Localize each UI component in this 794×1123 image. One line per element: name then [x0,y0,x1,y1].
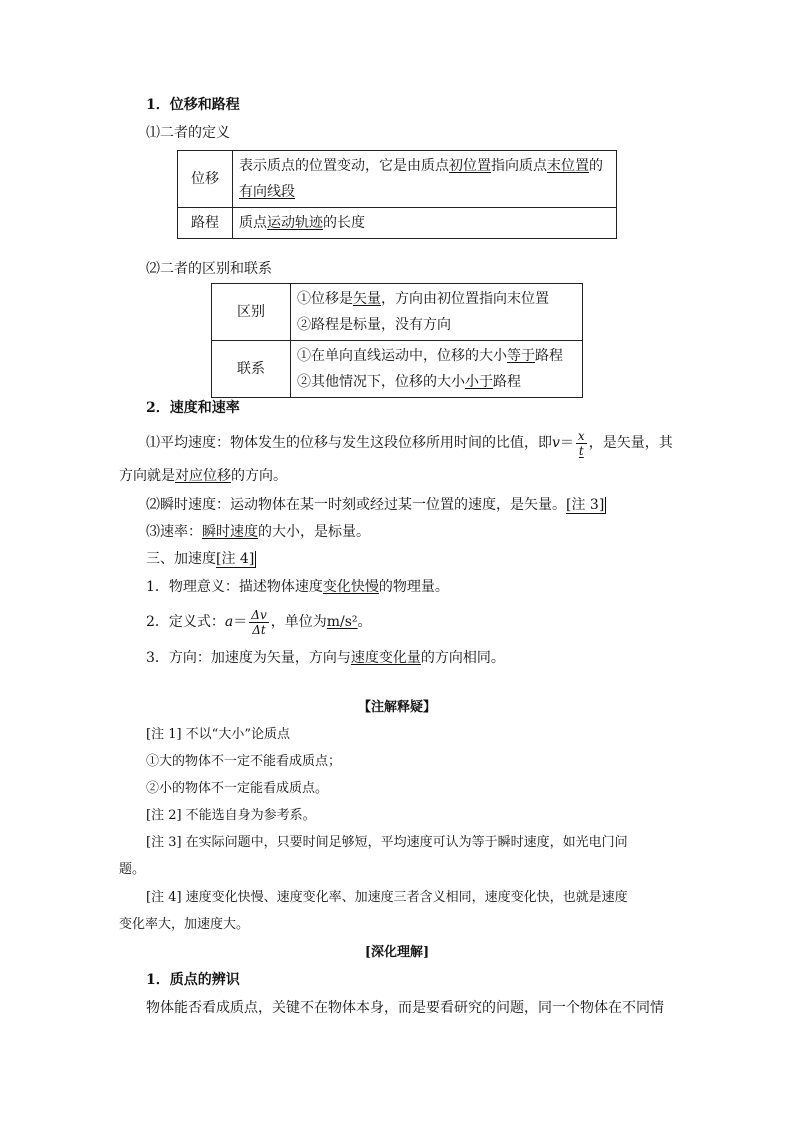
underlined-term: 运动轨迹 [267,215,323,231]
displacement-definition [233,151,617,208]
text-segment: ②路程是 [297,317,353,333]
underlined-term: 变化快慢 [322,579,379,595]
text-segment: 路程 [535,348,563,364]
table-row [212,341,583,398]
section-title-velocity: 2．速度和速率 [146,400,240,416]
underlined-term: 瞬时速度 [202,524,258,540]
fraction-numerator: x [577,428,585,443]
underlined-term: 小于 [465,374,493,390]
text-segment: 路程 [493,374,521,390]
text-segment: 3．方向：加速度为矢量，方向与 [146,650,351,666]
text-segment: ①位移是 [297,291,353,307]
acceleration-meaning [146,577,449,597]
fraction-numerator: Δv [251,607,267,622]
deep-understanding-heading: [深化理解] [364,945,430,960]
note-2: [注 2] 不能选自身为参考系。 [146,808,316,823]
text-segment: 三、加速度 [146,551,216,567]
subheading-difference: ⑵二者的区别和联系 [146,261,272,277]
note-4: [注 4] 速度变化快慢、速度变化率、加速度三者含义相同，速度变化快，也就是速度 [146,890,628,905]
relation-content [291,341,583,398]
text-segment: ⑴平均速度：物体发生的位移与发生这段位移所用时间的比值，即 [146,435,552,451]
row-label-displacement: 位移 [178,151,233,208]
fraction-dv-over-dt [249,608,268,637]
text-segment: ⑵瞬时速度：运动物体在某一时刻或经过某一位置的速度，是矢量。 [146,497,566,513]
average-velocity-paragraph-cont [119,466,287,486]
note-3: [注 3] 在实际问题中，只要时间足够短，平均速度可认为等于瞬时速度，如光电门问 [146,835,628,850]
acceleration-direction [146,648,505,668]
text-segment: 。 [357,614,372,630]
comparison-table [211,283,583,398]
note-3-cont: 题。 [119,862,146,877]
text-segment: 的物理量。 [378,579,449,595]
underlined-term: 初位置 [449,158,491,174]
acceleration-formula [146,606,372,638]
note-1: [注 1] 不以“大小”论质点 [146,727,290,742]
text-segment: ，方向由初位置指向末位置 [381,291,549,307]
note-1a: ①大的物体不一定不能看成质点； [146,754,342,769]
text-segment: 的方向。 [231,468,287,484]
equals-sign: ＝ [233,614,248,630]
underlined-term: 等于 [507,348,535,364]
text-segment: 的大小，是标量。 [258,524,370,540]
table-row [178,151,617,208]
text-segment: 的长度 [323,215,365,231]
average-velocity-paragraph [146,427,673,459]
text-segment: ，单位为 [270,614,327,630]
text-segment: ，没有方向 [381,317,451,333]
text-segment: 的方向相同。 [420,650,505,666]
text-segment: 表示质点的位置变动，它是由质点 [239,158,449,174]
instant-velocity-paragraph [146,495,606,515]
text-segment: ⑶速率： [146,524,202,540]
notes-heading: 【注解释疑】 [357,700,436,715]
subheading-definitions: ⑴二者的定义 [146,125,230,141]
definition-table [177,150,617,239]
point-identification-title: 1．质点的辨识 [146,972,240,988]
row-label-difference: 区别 [212,284,291,341]
text-segment: 1．物理意义：描述物体速度 [146,579,323,595]
text-segment: ①在单向直线运动中，位移的大小 [297,348,507,364]
underlined-term: 对应位移 [175,468,231,484]
variable-v: v [552,435,560,451]
note-4-cont: 变化率大，加速度大。 [119,917,250,932]
underlined-term: m/s² [326,614,358,630]
underlined-term: 有向线段 [239,184,295,200]
text-segment: 2．定义式： [146,614,225,630]
fraction-x-over-t [576,429,587,458]
speed-paragraph [146,522,370,542]
section-title-displacement: 1．位移和路程 [146,97,240,113]
text-segment: 方向就是 [119,468,175,484]
note-reference: [注 4] [216,551,255,567]
point-identification-paragraph: 物体能否看成质点，关键不在物体本身，而是要看研究的问题，同一个物体在不同情 [146,1000,664,1016]
note-reference: [注 3] [566,497,605,513]
section-title-acceleration [146,549,256,569]
note-1b: ②小的物体不一定能看成质点。 [146,781,329,796]
underlined-term: 矢量 [353,291,381,307]
underlined-term: 速度变化量 [350,650,421,666]
equals-sign: ＝ [559,435,574,451]
row-label-distance: 路程 [178,208,233,239]
table-row [212,284,583,341]
distance-definition [233,208,617,239]
table-row [178,208,617,239]
text-segment: ，是矢量，其 [588,435,673,451]
difference-content [291,284,583,341]
fraction-denominator: t [578,443,584,458]
fraction-denominator: Δt [252,622,266,637]
variable-a: a [224,614,234,630]
text-segment: 的 [589,158,603,174]
text-segment: 质点 [239,215,267,231]
row-label-relation: 联系 [212,341,291,398]
text-segment: ②其他情况下，位移的大小 [297,374,465,390]
underlined-term: 末位置 [547,158,589,174]
text-segment: 标量 [353,317,381,333]
text-segment: 指向质点 [491,158,547,174]
